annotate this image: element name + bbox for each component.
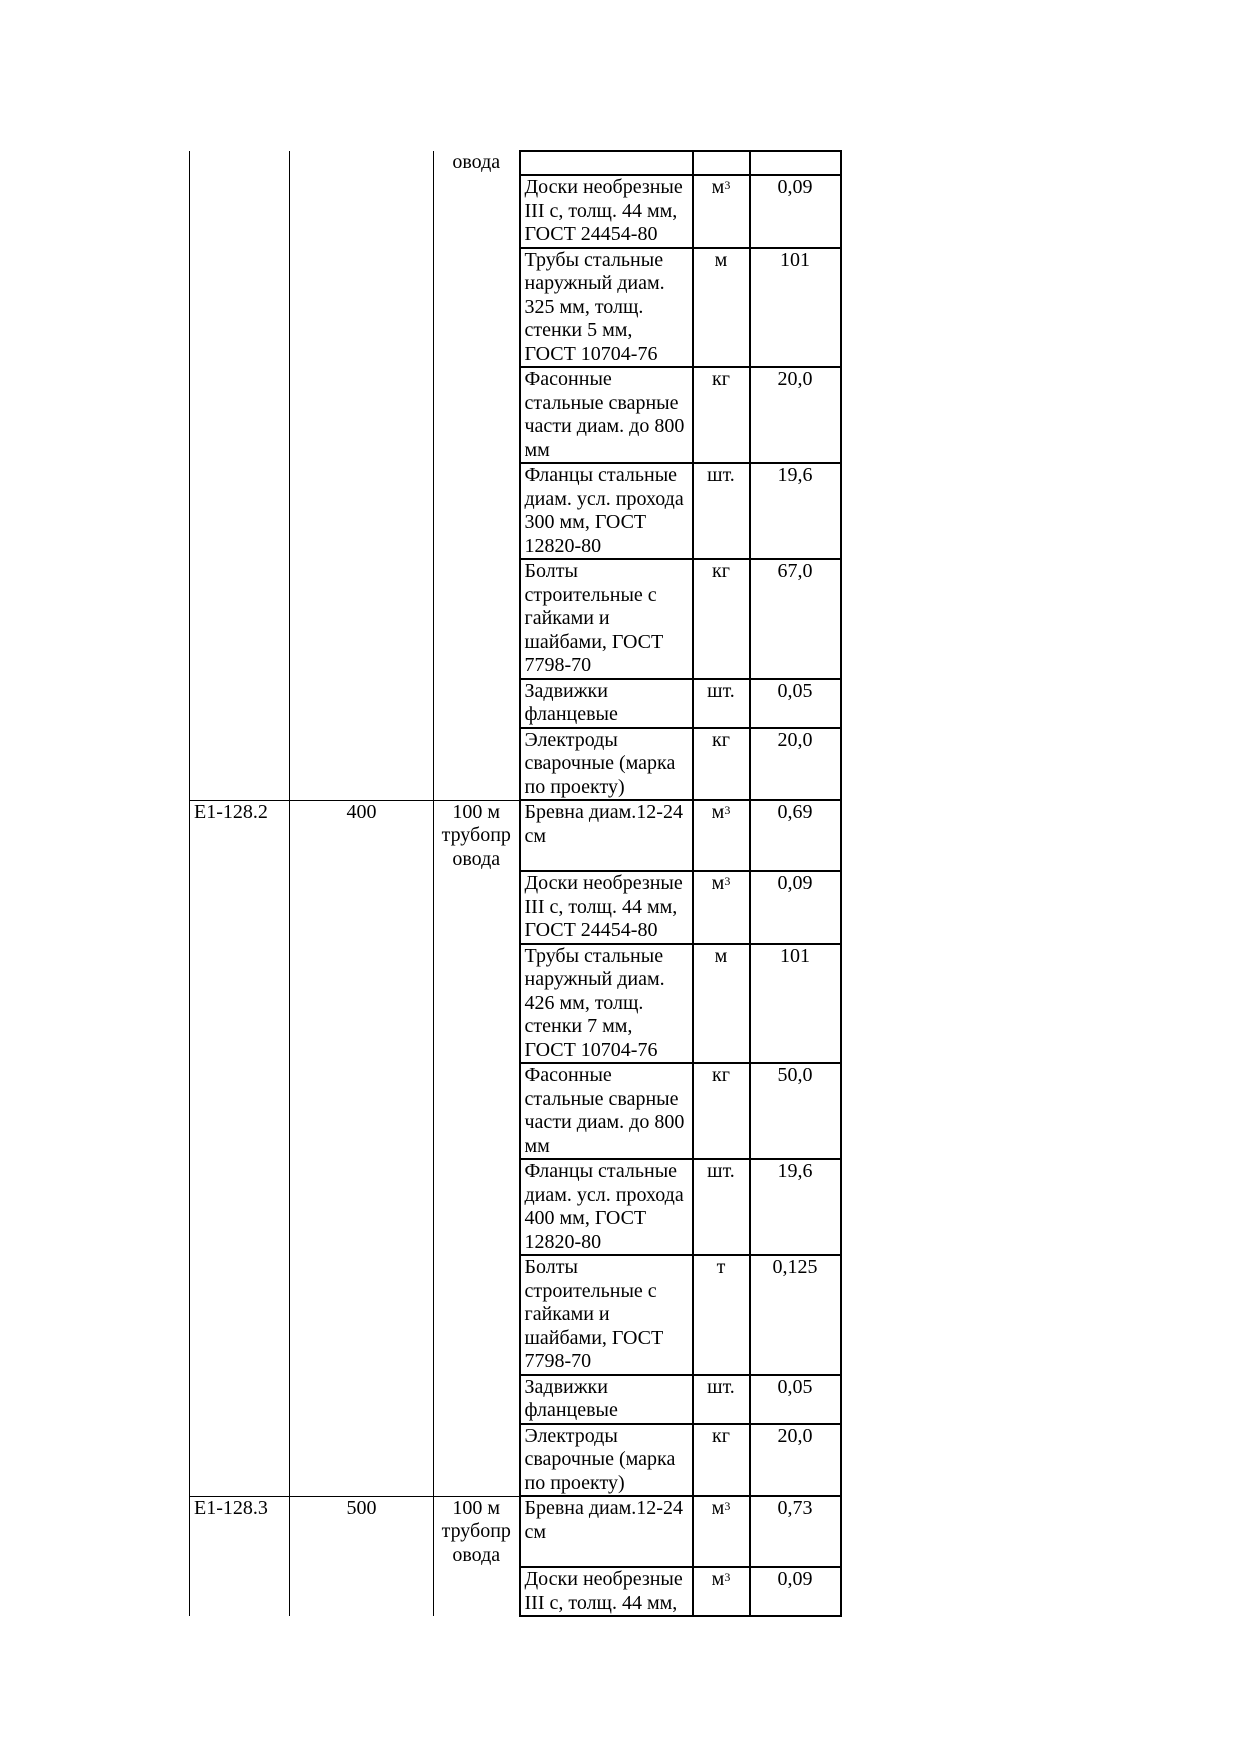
cell-material: Задвижки фланцевые [520,1375,693,1424]
table-row [190,728,841,801]
cell-material: Фланцы стальные диам. усл. прохода 300 мм, ГОСТ 12820-80 [520,463,693,559]
cell-unit [693,944,750,1064]
table-row [190,944,841,1064]
cell-measure: овода [434,151,520,175]
table-row [190,248,841,368]
cell-code: Е1-128.3 [190,1496,290,1567]
cell-material: Трубы стальные наружный диам. 325 мм, толщ. стенки 5 мм, ГОСТ 10704-76 [520,248,693,368]
cell-measure [434,944,520,1064]
cell-material: Болты строительные с гайками и шайбами, ГОСТ 7798-70 [520,559,693,679]
cell-quantity: 0,05 [750,1375,841,1424]
cell-diameter [290,1159,434,1255]
unit-superscript: 3 [724,1499,731,1513]
unit-text: кг [712,560,730,582]
cell-material: Фланцы стальные диам. усл. прохода 400 мм, ГОСТ 12820-80 [520,1159,693,1255]
cell-quantity: 20,0 [750,367,841,463]
cell-unit [693,248,750,368]
unit-text: кг [712,368,730,390]
cell-unit [693,1567,750,1616]
cell-material: Электроды сварочные (марка по проекту) [520,1424,693,1497]
cell-material: Электроды сварочные (марка по проекту) [520,728,693,801]
unit-text: шт. [707,1375,735,1398]
resource-norms-table [189,150,842,1617]
cell-code [190,151,290,175]
unit-text: м [714,248,728,271]
table-row [190,1424,841,1497]
table-row [190,151,841,175]
cell-quantity: 0,73 [750,1496,841,1567]
cell-material: Фасонные стальные сварные части диам. до 800 мм [520,367,693,463]
cell-material: Задвижки фланцевые [520,679,693,728]
cell-measure [434,559,520,679]
cell-measure [434,679,520,728]
table-row [190,463,841,559]
cell-unit [693,871,750,944]
cell-code [190,1159,290,1255]
cell-unit [693,1424,750,1497]
table-row [190,1159,841,1255]
cell-diameter [290,248,434,368]
unit-text: шт. [707,1160,735,1182]
unit-text: кг [712,1064,730,1086]
cell-measure [434,1375,520,1424]
cell-unit [693,559,750,679]
cell-code [190,1567,290,1616]
cell-code [190,463,290,559]
cell-material: Болты строительные с гайками и шайбами, ГОСТ 7798-70 [520,1255,693,1375]
cell-material [520,151,693,175]
cell-diameter [290,559,434,679]
cell-code [190,871,290,944]
cell-code [190,1063,290,1159]
cell-unit [693,175,750,248]
cell-diameter [290,367,434,463]
cell-material: Трубы стальные наружный диам. 426 мм, толщ. стенки 7 мм, ГОСТ 10704-76 [520,944,693,1064]
cell-material: Фасонные стальные сварные части диам. до 800 мм [520,1063,693,1159]
cell-diameter [290,1375,434,1424]
unit-superscript: 3 [724,1570,731,1584]
cell-quantity: 0,09 [750,871,841,944]
cell-code [190,248,290,368]
cell-quantity: 0,125 [750,1255,841,1375]
cell-diameter [290,944,434,1064]
cell-code [190,944,290,1064]
cell-quantity: 101 [750,248,841,368]
cell-code [190,679,290,728]
cell-quantity: 20,0 [750,1424,841,1497]
cell-material: Доски необрезные III с, толщ. 44 мм, ГОСТ 24454-80 [520,871,693,944]
cell-diameter [290,463,434,559]
unit-superscript: 3 [724,178,731,192]
cell-quantity [750,151,841,175]
cell-quantity: 19,6 [750,1159,841,1255]
table-row [190,559,841,679]
cell-unit [693,728,750,801]
cell-diameter [290,175,434,248]
cell-quantity: 67,0 [750,559,841,679]
cell-unit [693,1375,750,1424]
cell-diameter [290,871,434,944]
table-row [190,1375,841,1424]
cell-unit [693,367,750,463]
table-row [190,367,841,463]
cell-unit [693,1063,750,1159]
cell-quantity: 101 [750,944,841,1064]
cell-unit [693,463,750,559]
unit-text: м [711,1497,725,1519]
cell-diameter [290,1255,434,1375]
cell-code: Е1-128.2 [190,800,290,871]
cell-measure [434,367,520,463]
cell-unit [693,679,750,728]
cell-unit [693,1496,750,1567]
cell-quantity: 19,6 [750,463,841,559]
unit-text: шт. [707,464,735,486]
unit-superscript: 3 [724,874,731,888]
table-row [190,871,841,944]
cell-code [190,559,290,679]
cell-measure: 100 м трубопр овода [434,1496,520,1567]
unit-text: м [714,944,728,967]
unit-text: м [711,801,725,823]
cell-diameter [290,1567,434,1616]
cell-unit [693,1255,750,1375]
table-row [190,1255,841,1375]
unit-superscript: 3 [724,803,731,817]
table-row [190,1063,841,1159]
cell-diameter [290,679,434,728]
cell-material: Бревна диам.12-24 см [520,800,693,871]
cell-code [190,367,290,463]
cell-diameter: 500 [290,1496,434,1567]
cell-quantity: 0,09 [750,175,841,248]
cell-code [190,1424,290,1497]
table-row [190,1496,841,1567]
cell-measure [434,1159,520,1255]
cell-measure [434,871,520,944]
cell-measure [434,1255,520,1375]
cell-quantity: 20,0 [750,728,841,801]
cell-measure [434,463,520,559]
table-row [190,1567,841,1616]
cell-unit [693,151,750,175]
unit-text: т [716,1256,726,1278]
cell-code [190,175,290,248]
cell-measure [434,175,520,248]
cell-quantity: 0,05 [750,679,841,728]
cell-measure [434,1567,520,1616]
cell-measure [434,248,520,368]
unit-text: кг [712,728,730,751]
cell-measure [434,1424,520,1497]
cell-diameter [290,151,434,175]
cell-diameter [290,1424,434,1497]
cell-material: Доски необрезные III с, толщ. 44 мм, ГОСТ 24454-80 [520,175,693,248]
unit-text: шт. [707,679,735,702]
table-row [190,679,841,728]
cell-diameter [290,728,434,801]
cell-unit [693,1159,750,1255]
cell-diameter [290,1063,434,1159]
unit-text: м [711,872,725,894]
cell-quantity: 50,0 [750,1063,841,1159]
cell-measure [434,1063,520,1159]
unit-text: м [711,176,725,198]
cell-code [190,1255,290,1375]
cell-quantity: 0,09 [750,1567,841,1616]
cell-material: Доски необрезные III с, толщ. 44 мм, [520,1567,693,1616]
cell-code [190,728,290,801]
cell-unit [693,800,750,871]
unit-text: м [711,1568,725,1590]
cell-diameter: 400 [290,800,434,871]
table-row [190,175,841,248]
table-row [190,800,841,871]
unit-text: кг [712,1424,730,1447]
cell-measure [434,728,520,801]
cell-material: Бревна диам.12-24 см [520,1496,693,1567]
cell-measure: 100 м трубопр овода [434,800,520,871]
cell-code [190,1375,290,1424]
cell-quantity: 0,69 [750,800,841,871]
